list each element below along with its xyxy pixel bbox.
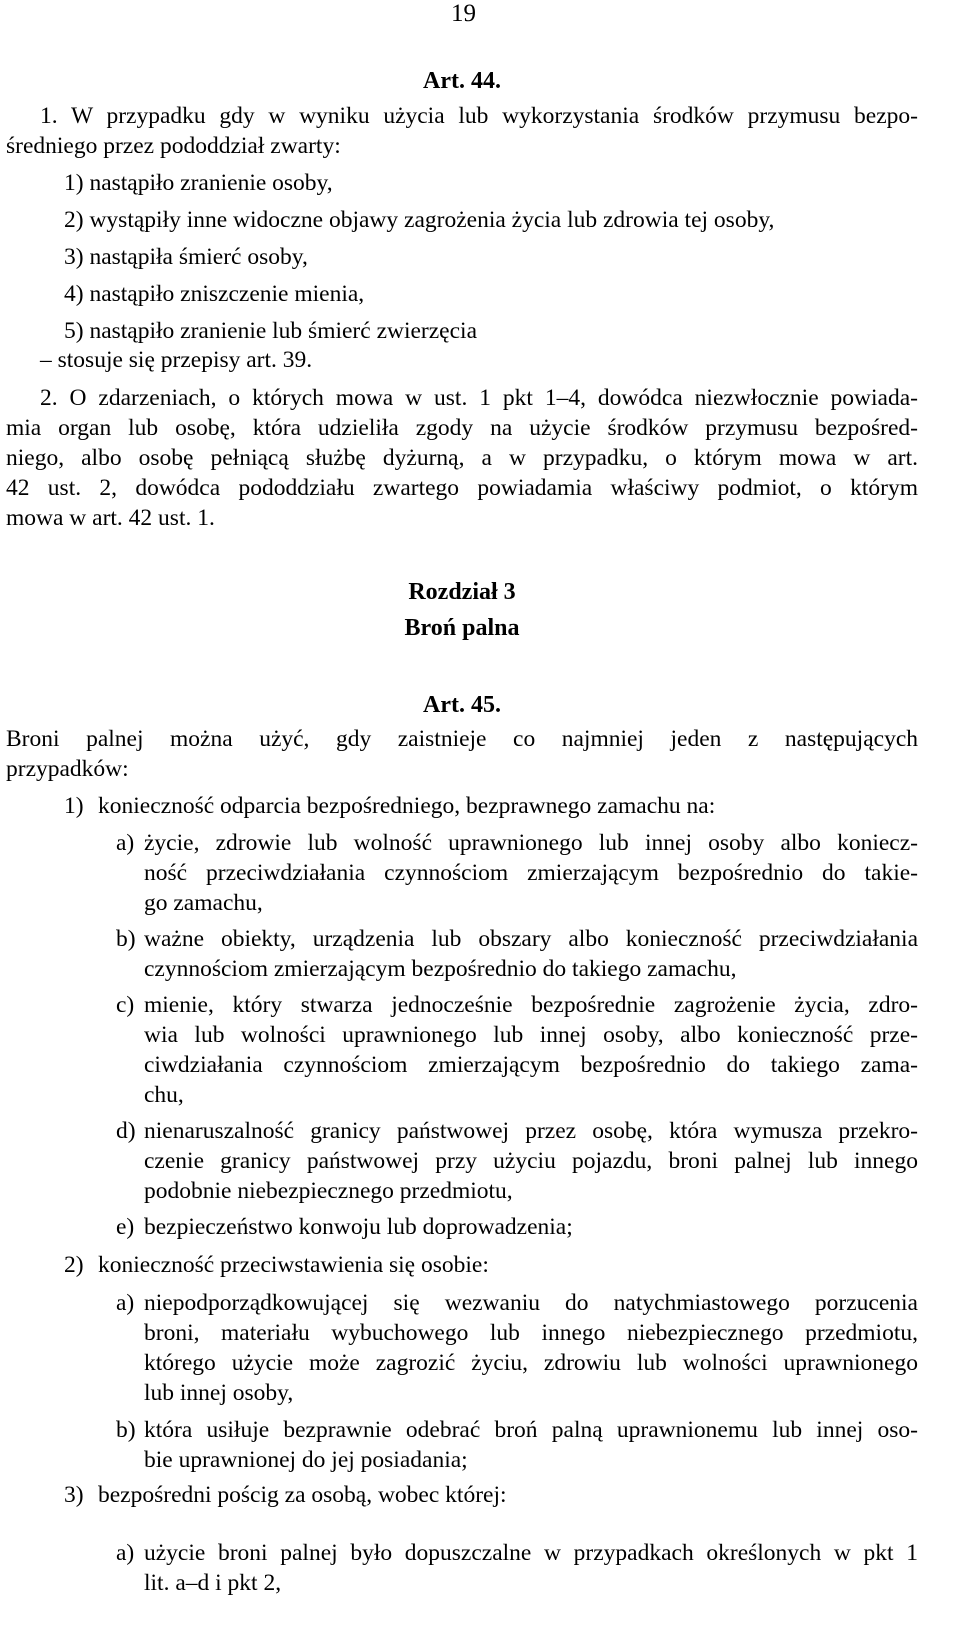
art44-paragraph-2: 2. O zdarzeniach, o których mowa w ust. 1 pkt 1–4, dowódca niezwłocznie powiada- mia organ lub osobę, która udzieliła zgody na użycie środków przymusu bezpośred- niego, albo osobę pełniącą służbę dyżurną, a w przypadku, o którym mowa w art. 42 ust. 2, dowódca pododdziału zwartego powiadamia właściwy podmiot, o którym mowa w art. 42 ust. 1. [6,385,918,531]
art44-item-list [64,168,918,353]
article-45-heading: Art. 45. [423,692,501,718]
art45-point-1-c: c) mienie, który stwarza jednocześnie bezpośrednie zagrożenie życia, zdro- wia lub wolności uprawnionego lub innej osoby, albo konieczność prze- ciwdziałania czynnościom zmierzającym bezpośrednio do takiego zama- chu, [116,992,918,1108]
art45-point-3-a: a) użycie broni palnej było dopuszczalne w przypadkach określonych w pkt 1 lit. a–d i pkt 2, [116,1540,918,1596]
art44-paragraph-1-outro: – stosuje się przepisy art. 39. [40,347,313,373]
list-item: 4) nastąpiło zniszczenie mienia, [64,281,365,307]
page-number: 19 [451,0,476,27]
chapter-number: Rozdział 3 [408,579,516,605]
art45-intro: Broni palnej można użyć, gdy zaistnieje co najmniej jeden z następujących przypadków: [6,726,918,782]
list-item: 1) nastąpiło zranienie osoby, [64,170,333,196]
art45-point-1-a: a) życie, zdrowie lub wolność uprawnionego lub innej osoby albo koniecz- ność przeciwdziałania czynnościom zmierzającym bezpośrednio do takie- go zamachu, [116,830,918,916]
art45-point-1-b: b) ważne obiekty, urządzenia lub obszary albo konieczność przeciwdziałania czynnościom zmierzającym bezpośrednio do takiego zamachu, [116,926,918,982]
art45-point-1: 1) konieczność odparcia bezpośredniego, bezprawnego zamachu na: [64,793,716,819]
art45-point-2: 2) konieczność przeciwstawienia się osobie: [64,1252,489,1278]
art45-point-2-b: b) która usiłuje bezprawnie odebrać broń palną uprawnionemu lub innej oso- bie uprawnionej do jej posiadania; [116,1417,918,1473]
art44-paragraph-1-intro-cont: średniego przez pododdział zwarty: [6,133,341,159]
art45-point-2-a: a) niepodporządkowującej się wezwaniu do natychmiastowego porzucenia broni, materiału wybuchowego lub innego niebezpiecznego przedmiotu, którego użycie może zagrozić życiu, zdrowiu lub wolności uprawnionego lub innej osoby, [116,1290,918,1406]
chapter-title: Broń palna [404,615,520,641]
article-44-heading: Art. 44. [423,68,501,94]
list-item: 2) wystąpiły inne widoczne objawy zagrożenia życia lub zdrowia tej osoby, [64,207,775,233]
art45-point-1-e: e) bezpieczeństwo konwoju lub doprowadzenia; [116,1214,573,1240]
art45-point-3: 3) bezpośredni pościg za osobą, wobec której: [64,1482,507,1508]
list-item: 3) nastąpiła śmierć osoby, [64,244,308,270]
art44-paragraph-1-intro: 1. W przypadku gdy w wyniku użycia lub wykorzystania środków przymusu bezpo- [40,103,918,129]
art45-point-1-d: d) nienaruszalność granicy państwowej przez osobę, która wymusza przekro- czenie granicy państwowej przy użyciu pojazdu, broni palnej lub innego podobnie niebezpiecznego przedmiotu, [116,1118,918,1204]
list-item: 5) nastąpiło zranienie lub śmierć zwierzęcia [64,318,478,344]
